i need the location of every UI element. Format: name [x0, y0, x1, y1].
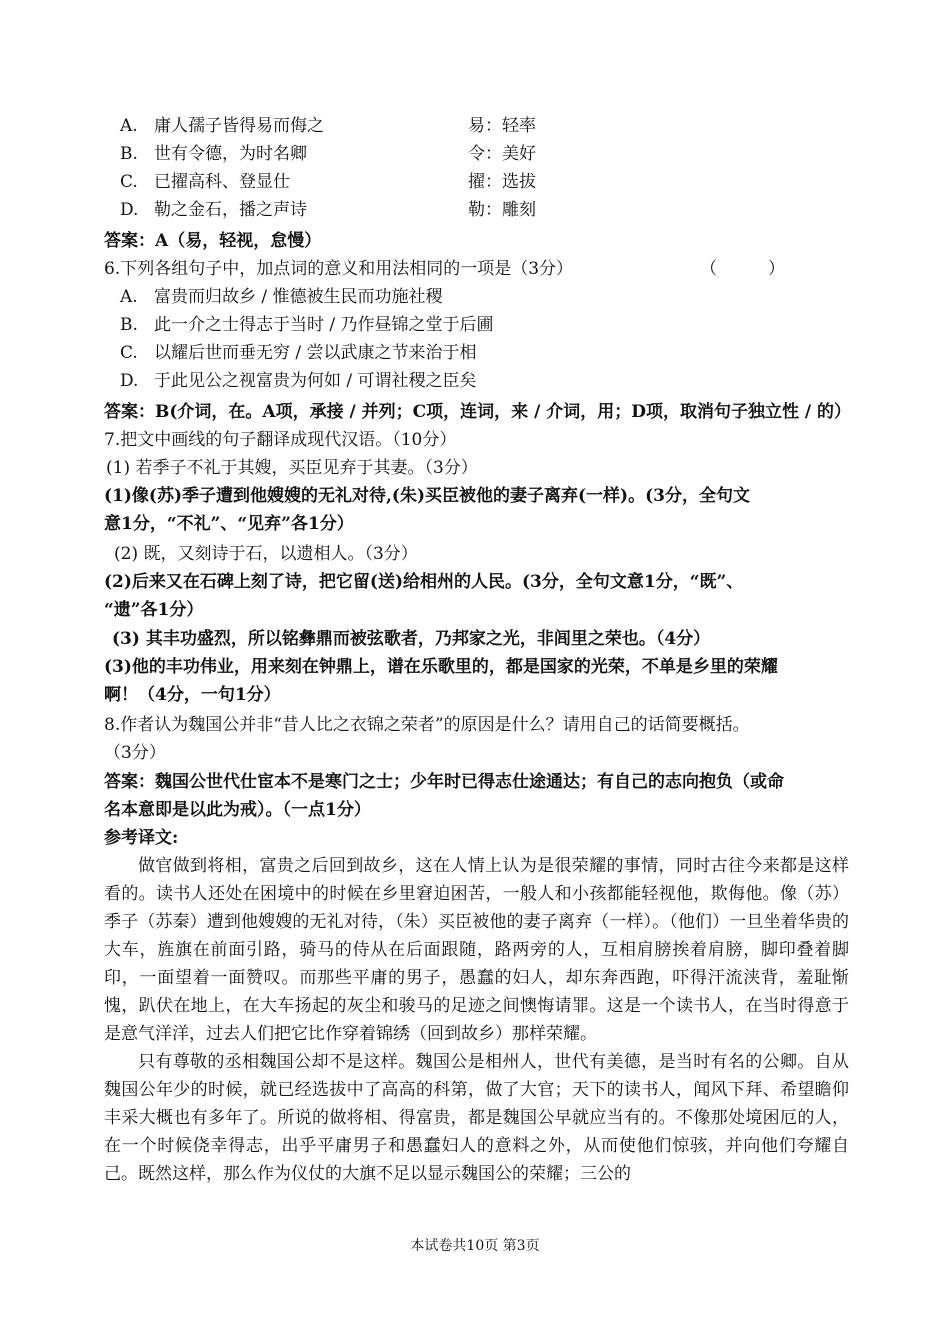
q5-option-a-gloss: 易：轻率 — [468, 116, 536, 136]
translation-heading: 参考译文: — [104, 828, 179, 848]
translation-paragraph-2: 只有尊敬的丞相魏国公却不是这样。魏国公是相州人，世代有美德，是当时有名的公卿。自从魏国公年少的时候，就已经选拔中了高高的科第，做了大官；天下的读书人，闻风下拜、希望瞻仰丰采大概也有多年了。所说的做将相、得富贵，都是魏国公早就应当有的。不像那处境困厄的人，在一个时候侥幸得志，出乎平庸男子和愚蠢妇人的意料之外，从而使他们惊骇，并向他们夸耀自己。既然这样，那么作为仪仗的大旗不足以显示魏国公的荣耀；三公的 — [104, 1052, 849, 1184]
q5-option-b — [120, 140, 307, 168]
q6-option-b — [120, 311, 494, 339]
q7-answer-3-line-2: 啊！（4分，一句1分） — [104, 685, 281, 705]
q5-option-c — [120, 168, 290, 196]
option-text: 勒之金石，播之声诗 — [154, 200, 307, 220]
option-mark: A. — [120, 287, 138, 307]
q7-answer-2-line-1: (2)后来又在石碑上刻了诗，把它留(送)给相州的人民。(3分，全句文意1分，“既”、 — [104, 572, 744, 592]
q6-answer-blank: （ ） — [700, 259, 785, 279]
q7-answer-1-line-1: (1)像(苏)季子遭到他嫂嫂的无礼对待,(朱)买臣被他的妻子离弃(一样)。(3分，全句文 — [104, 486, 750, 506]
q7-answer-3-line-1: (3)他的丰功伟业，用来刻在钟鼎上，谱在乐歌里的，都是国家的光荣，不单是乡里的荣耀 — [104, 657, 778, 677]
option-text: 世有令德，为时名卿 — [154, 144, 307, 164]
q5-option-c-gloss: 擢：选拔 — [468, 172, 536, 192]
q8-question-line-2: （3分） — [104, 743, 166, 763]
q5-option-b-gloss: 令：美好 — [468, 144, 536, 164]
q8-answer-line-2: 名本意即是以此为戒）。（一点1分） — [104, 800, 371, 820]
q6-option-a — [120, 283, 443, 311]
q6-option-c — [120, 339, 477, 367]
option-mark: C. — [120, 343, 138, 363]
q6-answer: 答案：B(介词，在。A项，承接 / 并列；C项，连词，来 / 介词，用；D项，取消句子独立性 / 的） — [104, 402, 852, 422]
q5-option-a — [120, 112, 324, 140]
option-mark: A. — [120, 116, 138, 136]
q5-answer: 答案：A（易，轻视，怠慢） — [104, 231, 322, 251]
page-footer: 本试卷共10页 第3页 — [410, 1238, 540, 1254]
option-text: 已擢高科、登显仕 — [154, 172, 290, 192]
q8-answer-line-1: 答案：魏国公世代仕宦本不是寒门之士；少年时已得志仕途通达；有自己的志向抱负（或命 — [104, 772, 784, 792]
option-text: 此一介之士得志于当时 / 乃作昼锦之堂于后圃 — [154, 315, 494, 335]
q5-option-d — [120, 196, 307, 224]
q7-answer-1-line-2: 意1分，“不礼”、“见弃”各1分） — [104, 514, 354, 534]
option-mark: D. — [120, 200, 139, 220]
option-mark: D. — [120, 371, 139, 391]
q7-sentence-1: (1) 若季子不礼于其嫂，买臣见弃于其妻。（3分） — [106, 458, 478, 478]
option-mark: B. — [120, 144, 138, 164]
translation-paragraph-1: 做官做到将相，富贵之后回到故乡，这在人情上认为是很荣耀的事情，同时古往今来都是这样看的。读书人还处在困境中的时候在乡里窘迫困苦，一般人和小孩都能轻视他，欺侮他。像（苏）季子（苏秦）遭到他嫂嫂的无礼对待，（朱）买臣被他的妻子离弃（一样）。（他们）一旦坐着华贵的大车，旌旗在前面引路，骑马的侍从在后面跟随，路两旁的人，互相肩膀挨着肩膀，脚印叠着脚印，一面望着一面赞叹。而那些平庸的男子，愚蠢的妇人，却东奔西跑，吓得汗流浃背，羞耻惭愧，趴伏在地上，在大车扬起的灰尘和骏马的足迹之间懊悔请罪。这是一个读书人，在当时得意于是意气洋洋，过去人们把它比作穿着锦绣（回到故乡）那样荣耀。 — [104, 856, 849, 1044]
option-text: 富贵而归故乡 / 惟德被生民而功施社稷 — [154, 287, 443, 307]
q5-option-d-gloss: 勒：雕刻 — [468, 200, 536, 220]
q7-answer-2-line-2: “遗”各1分） — [104, 600, 204, 620]
q7-question: 7.把文中画线的句子翻译成现代汉语。（10分） — [104, 430, 457, 450]
q8-question-line-1: 8.作者认为魏国公并非“昔人比之衣锦之荣者”的原因是什么？请用自己的话简要概括。 — [104, 715, 750, 735]
q7-sentence-2: (2) 既，又刻诗于石，以遗相人。（3分） — [114, 544, 418, 564]
option-mark: C. — [120, 172, 138, 192]
q6-question: 6.下列各组句子中，加点词的意义和用法相同的一项是（3分） — [104, 259, 574, 279]
q6-option-d — [120, 367, 477, 395]
option-text: 庸人孺子皆得易而侮之 — [154, 116, 324, 136]
translation-body — [104, 852, 849, 1188]
q7-sentence-3: (3) 其丰功盛烈，所以铭彝鼎而被弦歌者，乃邦家之光，非闾里之荣也。（4分） — [112, 629, 711, 649]
option-text: 以耀后世而垂无穷 / 尝以武康之节来治于相 — [154, 343, 477, 363]
option-mark: B. — [120, 315, 138, 335]
option-text: 于此见公之视富贵为何如 / 可谓社稷之臣矣 — [154, 371, 477, 391]
